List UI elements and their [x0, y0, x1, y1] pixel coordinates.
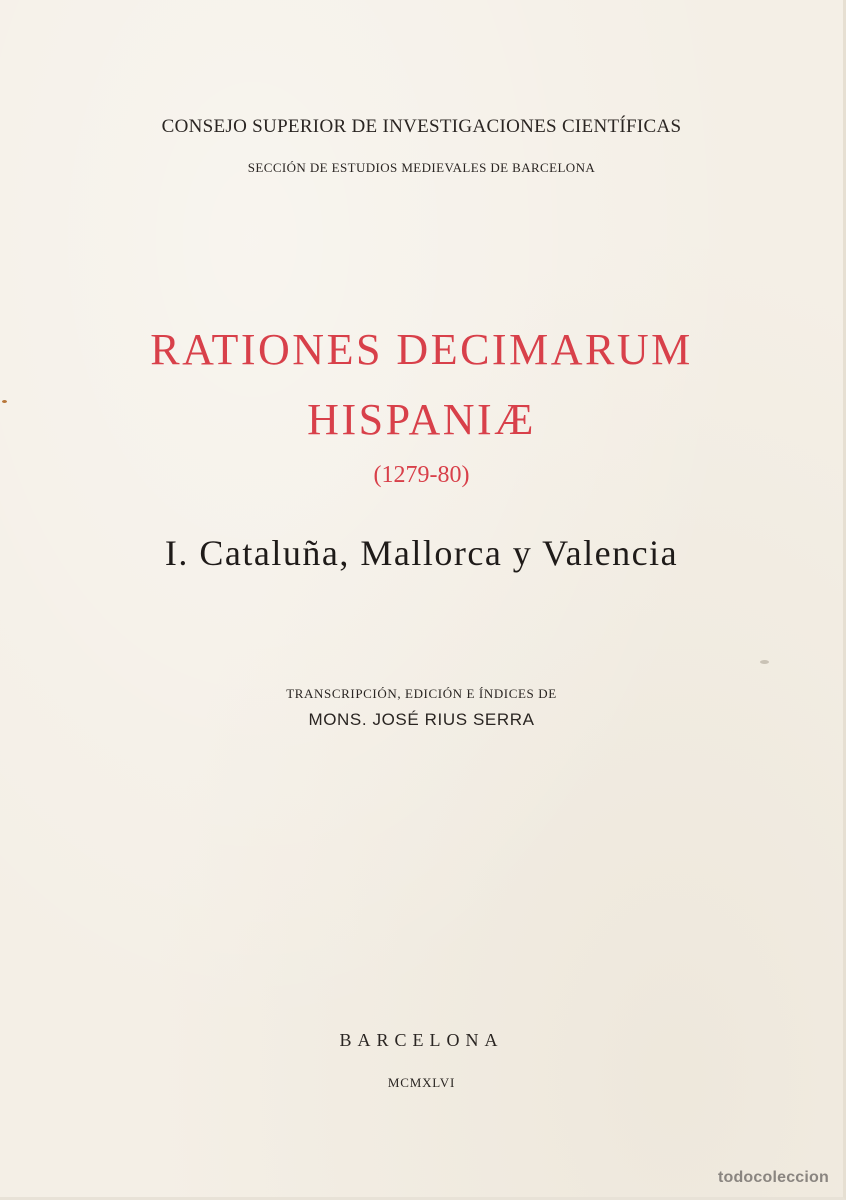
editor-name: MONS. JOSÉ RIUS SERRA [308, 710, 535, 729]
watermark: todocoleccion [717, 1169, 829, 1186]
title-line-2: HISPANIÆ [307, 395, 536, 444]
title-line-1: RATIONES DECIMARUM [150, 325, 693, 374]
title-years: (1279-80) [373, 462, 470, 488]
publisher-name: CONSEJO SUPERIOR DE INVESTIGACIONES CIENTÍFICAS [161, 116, 682, 137]
publication-city: BARCELONA [339, 1030, 504, 1050]
publication-year: MCMXLVI [387, 1075, 456, 1090]
credit-label: TRANSCRIPCIÓN, EDICIÓN E ÍNDICES DE [286, 686, 557, 701]
paper-speck [2, 400, 7, 403]
publisher-section: SECCIÓN DE ESTUDIOS MEDIEVALES DE BARCELONA [247, 160, 596, 175]
paper-speck [760, 660, 769, 664]
volume-title: I. Cataluña, Mallorca y Valencia [164, 533, 679, 573]
